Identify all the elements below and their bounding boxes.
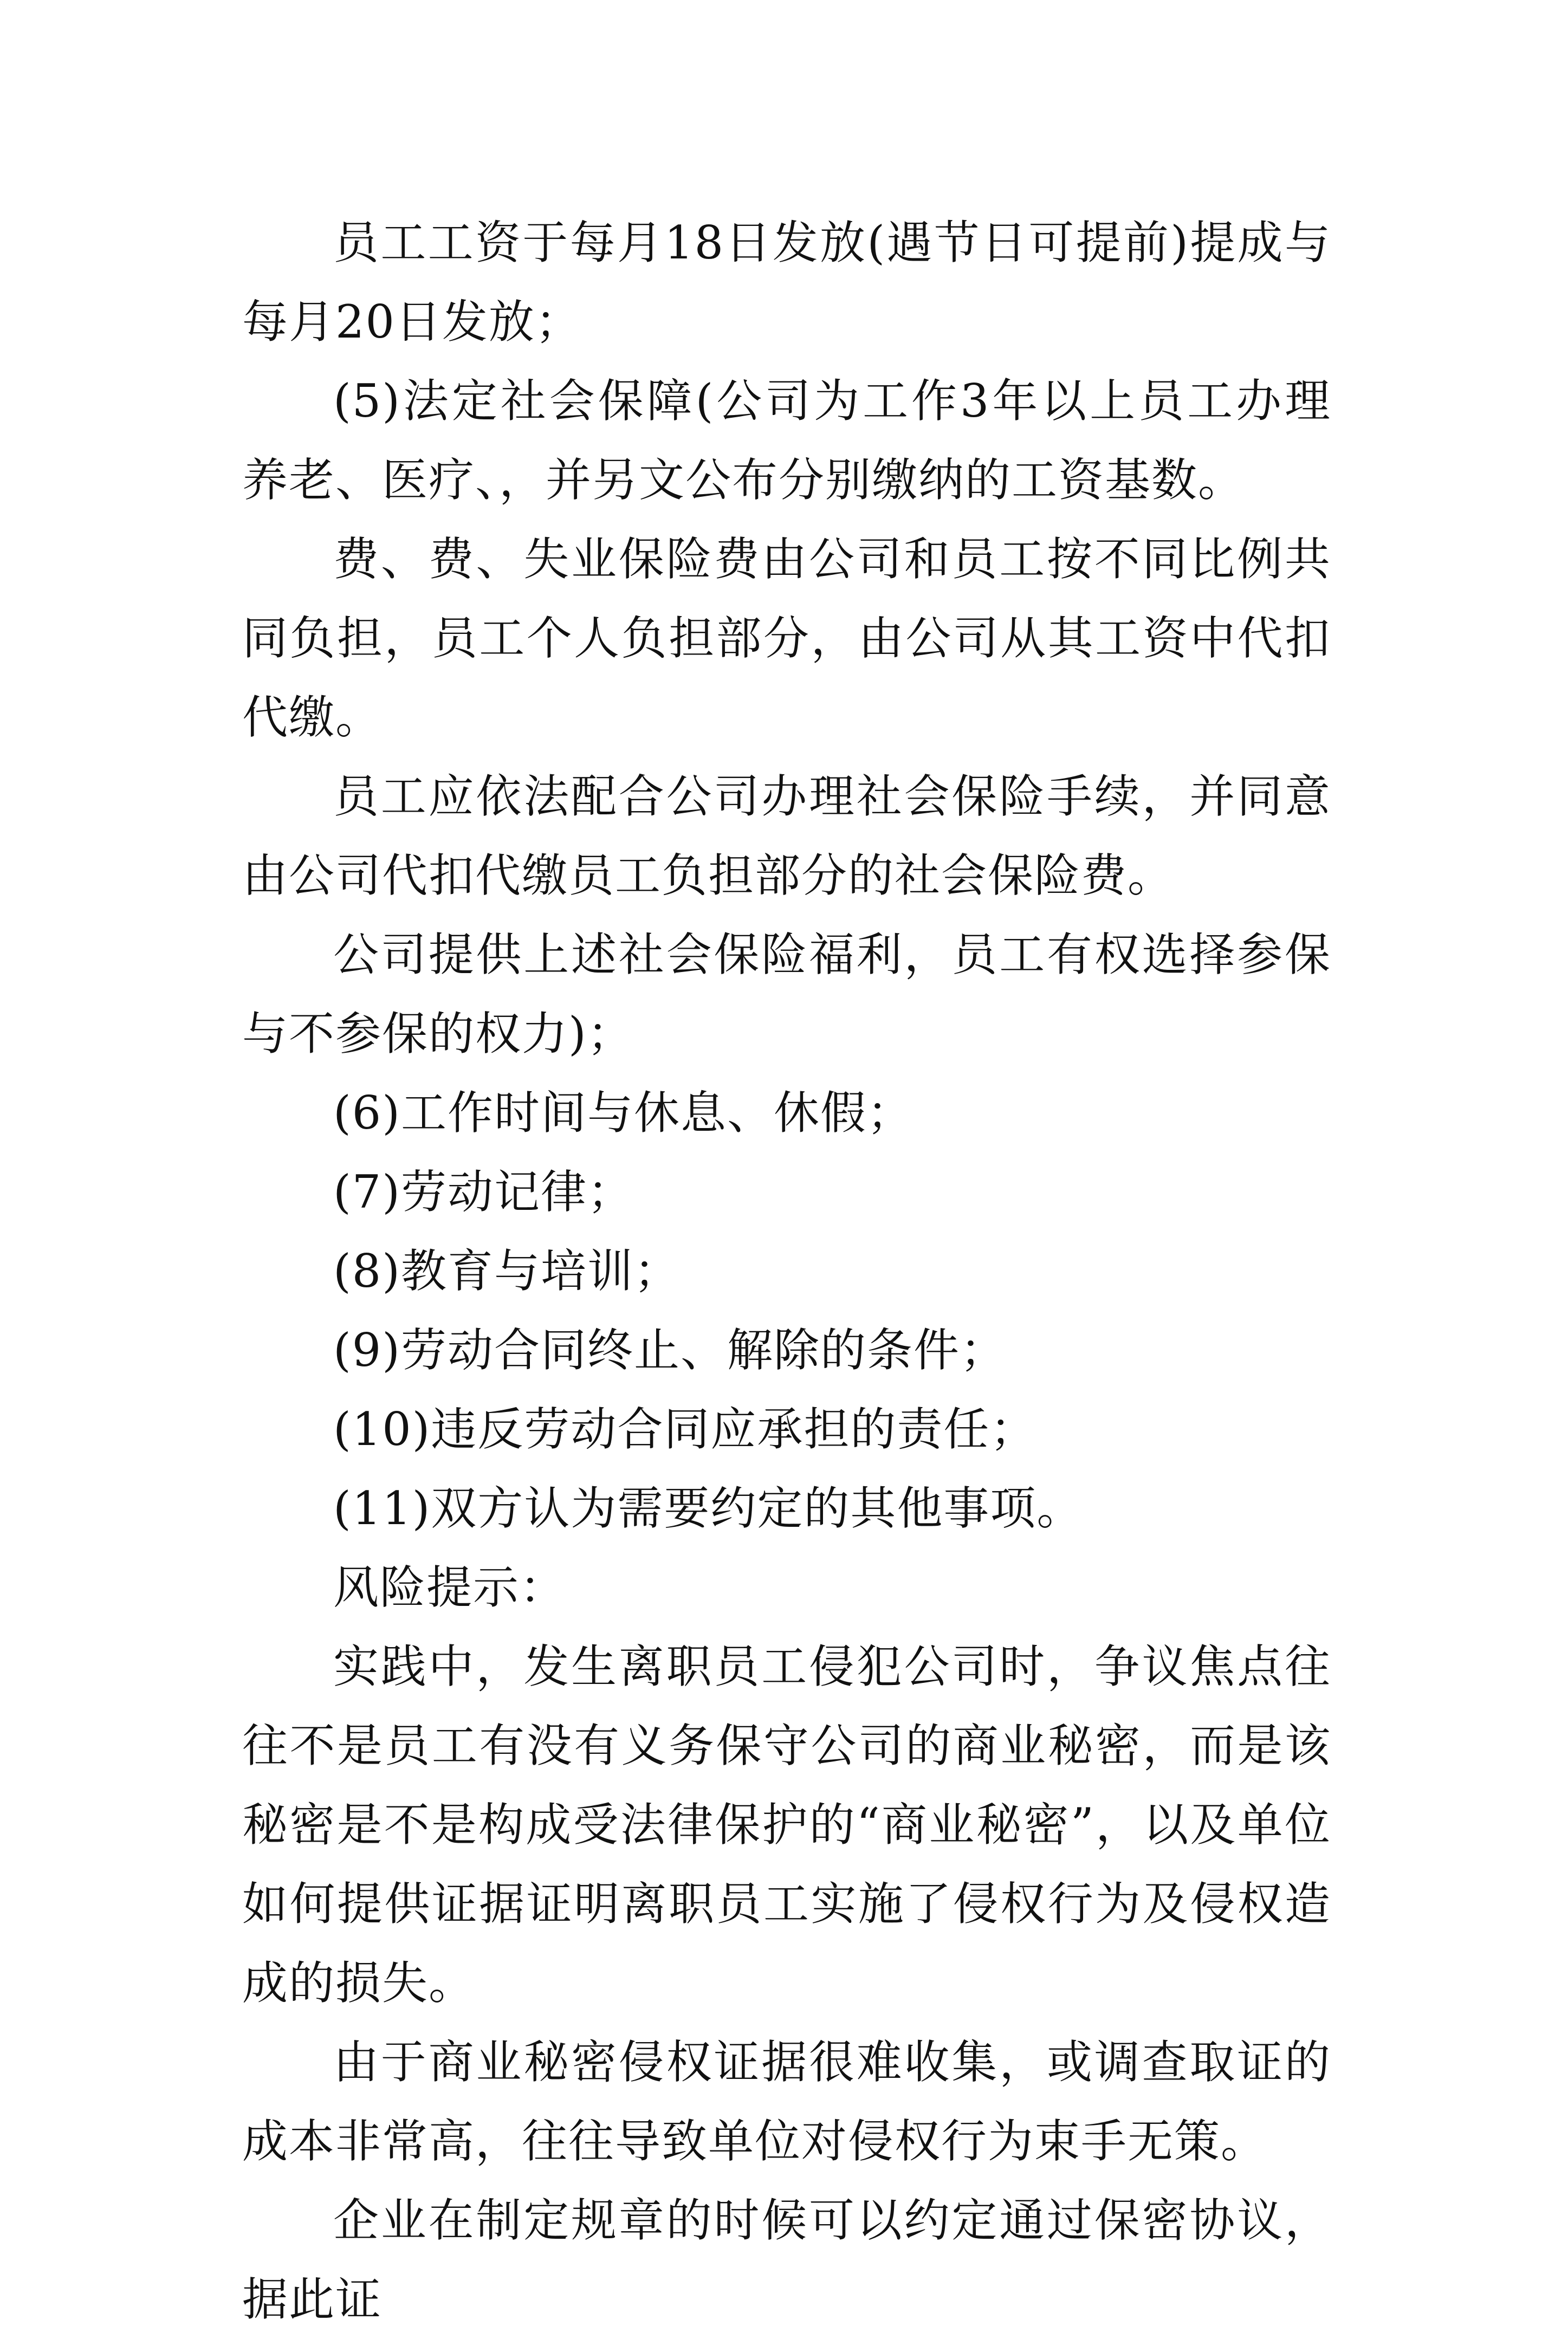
paragraph-item-8: (8)教育与培训； [333, 1245, 681, 1298]
paragraph-item-7: (7)劳动记律； [333, 1165, 634, 1219]
paragraph-item-9: (9)劳动合同终止、解除的条件； [333, 1324, 1007, 1377]
paragraph-confidentiality-agreement: 企业在制定规章的时候可以约定通过保密协议，据此证 [242, 2194, 1331, 2326]
paragraph-risk-heading: 风险提示： [333, 1561, 567, 1614]
paragraph-insurance-choice: 公司提供上述社会保险福利，员工有权选择参保与不参保的权力)； [242, 928, 1331, 1060]
document-body [242, 203, 1331, 2339]
paragraph-practice-dispute: 实践中，发生离职员工侵犯公司时，争议焦点往往不是员工有没有义务保守公司的商业秘密，而是该秘密是不是构成受法律保护的“商业秘密”，以及单位如何提供证据证明离职员工实施了侵权行为及侵权造成的损失。 [242, 1640, 1331, 2010]
paragraph-employee-cooperation: 员工应依法配合公司办理社会保险手续，并同意由公司代扣代缴员工负担部分的社会保险费。 [242, 770, 1331, 902]
paragraph-insurance-cost-sharing: 费、费、失业保险费由公司和员工按不同比例共同负担，员工个人负担部分，由公司从其工资中代扣代缴。 [242, 533, 1331, 744]
paragraph-item-5-social-security: (5)法定社会保障(公司为工作3年以上员工办理养老、医疗、，并另文公布分别缴纳的工资基数。 [242, 374, 1331, 507]
paragraph-item-11: (11)双方认为需要约定的其他事项。 [333, 1482, 1084, 1535]
paragraph-item-10: (10)违反劳动合同应承担的责任； [333, 1403, 1037, 1456]
paragraph-salary-date: 员工工资于每月18日发放(遇节日可提前)提成与每月20日发放； [242, 216, 1331, 348]
paragraph-item-6: (6)工作时间与休息、休假； [333, 1086, 913, 1139]
paragraph-evidence-difficulty: 由于商业秘密侵权证据很难收集，或调查取证的成本非常高，往往导致单位对侵权行为束手无策。 [242, 2036, 1331, 2168]
